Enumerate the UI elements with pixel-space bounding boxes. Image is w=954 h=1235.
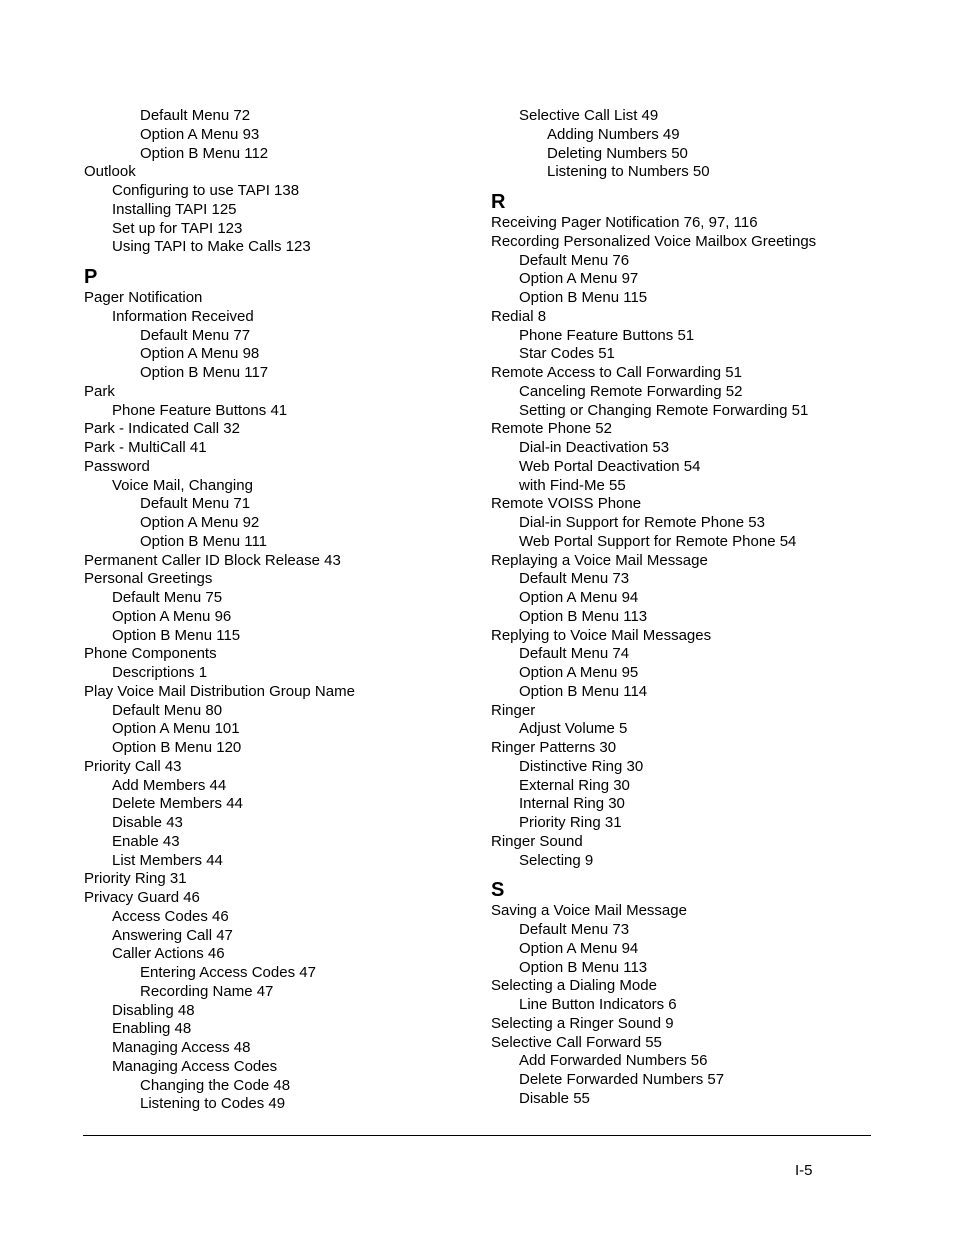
index-subentry: Default Menu 75 bbox=[112, 589, 223, 606]
index-subentry: Entering Access Codes 47 bbox=[140, 964, 316, 981]
index-entry: Permanent Caller ID Block Release 43 bbox=[84, 551, 341, 569]
index-entry: Park bbox=[84, 382, 115, 400]
index-entry: Ringer Sound bbox=[491, 832, 583, 850]
index-subentry: Option B Menu 120 bbox=[112, 739, 242, 756]
index-subentry: Priority Ring 31 bbox=[519, 814, 622, 831]
index-subentry: Star Codes 51 bbox=[519, 345, 615, 363]
index-subentry: with Find-Me 55 bbox=[519, 476, 626, 494]
index-subentry: Default Menu 72 bbox=[140, 107, 251, 124]
index-subentry: Add Members 44 bbox=[112, 776, 227, 794]
index-subentry: Option A Menu 98 bbox=[140, 345, 260, 363]
index-subentry: Default Menu 77 bbox=[140, 326, 251, 344]
index-subentry: Answering Call 47 bbox=[112, 926, 233, 944]
section-letter: R bbox=[491, 191, 506, 213]
index-subentry: Disabling 48 bbox=[112, 1001, 195, 1019]
index-entry: Pager Notification bbox=[84, 289, 203, 306]
index-entry: Recording Personalized Voice Mailbox Greetings bbox=[491, 232, 817, 250]
index-subentry: Enabling 48 bbox=[112, 1020, 192, 1038]
index-subentry: Canceling Remote Forwarding 52 bbox=[519, 382, 743, 400]
index-subentry: Changing the Code 48 bbox=[140, 1076, 291, 1094]
index-subentry: Default Menu 74 bbox=[519, 645, 630, 663]
index-subentry: Option A Menu 94 bbox=[519, 939, 639, 957]
index-entry: Park - Indicated Call 32 bbox=[84, 420, 240, 438]
index-entry: Remote VOISS Phone bbox=[491, 495, 642, 513]
index-entry: Remote Phone 52 bbox=[491, 420, 612, 438]
section-letter: S bbox=[491, 879, 505, 902]
index-subentry: Phone Feature Buttons 51 bbox=[519, 326, 695, 344]
index-subentry: Option A Menu 95 bbox=[519, 664, 639, 681]
index-subentry: Line Button Indicators 6 bbox=[519, 996, 677, 1013]
index-subentry: Adding Numbers 49 bbox=[547, 125, 680, 143]
index-subentry: Default Menu 80 bbox=[112, 701, 223, 719]
index-subentry: Option B Menu 115 bbox=[519, 289, 648, 306]
index-subentry: Set up for TAPI 123 bbox=[112, 219, 243, 237]
index-subentry: Selective Call List 49 bbox=[519, 107, 659, 124]
index-subentry: Dial-in Deactivation 53 bbox=[519, 439, 670, 456]
index-subentry: Web Portal Support for Remote Phone 54 bbox=[519, 532, 797, 550]
index-entry: Receiving Pager Notification 76, 97, 116 bbox=[491, 214, 758, 231]
index-subentry: Listening to Codes 49 bbox=[140, 1095, 286, 1113]
index-subentry: Caller Actions 46 bbox=[112, 945, 225, 963]
index-subentry: Using TAPI to Make Calls 123 bbox=[112, 238, 311, 256]
index-subentry: Option A Menu 97 bbox=[519, 270, 639, 288]
index-subentry: Managing Access 48 bbox=[112, 1039, 251, 1056]
index-subentry: Voice Mail, Changing bbox=[112, 476, 253, 494]
index-subentry: Managing Access Codes bbox=[112, 1057, 278, 1075]
index-subentry: Disable 55 bbox=[519, 1089, 590, 1107]
index-subentry: Option A Menu 101 bbox=[112, 720, 240, 738]
index-subentry: Internal Ring 30 bbox=[519, 795, 625, 813]
index-entry: Phone Components bbox=[84, 645, 217, 663]
index-subentry: Option B Menu 113 bbox=[519, 958, 648, 976]
index-subentry: Delete Members 44 bbox=[112, 795, 243, 813]
section-letter: P bbox=[84, 266, 98, 288]
index-entry: Priority Call 43 bbox=[84, 757, 182, 775]
index-entry: Replaying a Voice Mail Message bbox=[491, 551, 708, 569]
index-subentry: Option B Menu 111 bbox=[140, 532, 268, 550]
index-subentry: Deleting Numbers 50 bbox=[547, 144, 688, 162]
index-subentry: Disable 43 bbox=[112, 814, 183, 831]
index-column-right bbox=[491, 107, 911, 1109]
index-subentry: Adjust Volume 5 bbox=[519, 720, 628, 738]
index-subentry: Distinctive Ring 30 bbox=[519, 757, 644, 775]
index-subentry: Listening to Numbers 50 bbox=[547, 163, 710, 181]
index-subentry: Descriptions 1 bbox=[112, 664, 208, 681]
page-number: I-5 bbox=[795, 1162, 813, 1179]
index-subentry: Information Received bbox=[112, 307, 254, 325]
index-entry: Personal Greetings bbox=[84, 570, 213, 588]
index-entry: Outlook bbox=[84, 163, 136, 181]
index-subentry: Option B Menu 117 bbox=[140, 364, 269, 381]
index-subentry: Default Menu 71 bbox=[140, 495, 251, 513]
index-subentry: Add Forwarded Numbers 56 bbox=[519, 1052, 708, 1070]
index-subentry: Delete Forwarded Numbers 57 bbox=[519, 1071, 725, 1088]
index-entry: Ringer Patterns 30 bbox=[491, 739, 617, 756]
index-subentry: List Members 44 bbox=[112, 851, 223, 869]
index-entry: Remote Access to Call Forwarding 51 bbox=[491, 364, 742, 381]
index-subentry: Default Menu 73 bbox=[519, 921, 630, 938]
index-entry: Play Voice Mail Distribution Group Name bbox=[84, 682, 355, 700]
index-subentry: Option A Menu 93 bbox=[140, 125, 260, 143]
index-subentry: Setting or Changing Remote Forwarding 51 bbox=[519, 401, 809, 419]
index-subentry: Configuring to use TAPI 138 bbox=[112, 182, 300, 199]
index-subentry: Option A Menu 92 bbox=[140, 514, 260, 531]
index-subentry: Option A Menu 94 bbox=[519, 589, 639, 606]
index-subentry: Phone Feature Buttons 41 bbox=[112, 401, 288, 419]
index-entry: Park - MultiCall 41 bbox=[84, 439, 207, 456]
index-subentry: Installing TAPI 125 bbox=[112, 200, 237, 218]
index-subentry: Access Codes 46 bbox=[112, 907, 229, 925]
index-subentry: Option B Menu 112 bbox=[140, 144, 269, 162]
index-subentry: Recording Name 47 bbox=[140, 982, 274, 1000]
index-subentry: Option B Menu 113 bbox=[519, 607, 648, 625]
index-entry: Priority Ring 31 bbox=[84, 870, 187, 888]
index-subentry: Dial-in Support for Remote Phone 53 bbox=[519, 514, 765, 531]
index-subentry: Enable 43 bbox=[112, 832, 180, 850]
index-entry: Password bbox=[84, 457, 150, 475]
index-entry: Selective Call Forward 55 bbox=[491, 1033, 662, 1051]
index-entry: Redial 8 bbox=[491, 307, 547, 325]
index-subentry: Web Portal Deactivation 54 bbox=[519, 457, 701, 475]
footer-divider bbox=[83, 1135, 871, 1136]
index-entry: Selecting a Ringer Sound 9 bbox=[491, 1014, 674, 1032]
index-subentry: Option B Menu 115 bbox=[112, 626, 241, 644]
index-subentry: External Ring 30 bbox=[519, 776, 630, 794]
index-subentry: Option B Menu 114 bbox=[519, 682, 648, 700]
index-subentry: Option A Menu 96 bbox=[112, 607, 232, 625]
index-entry: Saving a Voice Mail Message bbox=[491, 902, 687, 920]
index-subentry: Selecting 9 bbox=[519, 851, 594, 869]
index-subentry: Default Menu 73 bbox=[519, 570, 630, 588]
index-column-left bbox=[84, 107, 484, 1114]
index-entry: Ringer bbox=[491, 701, 536, 719]
index-entry: Privacy Guard 46 bbox=[84, 889, 200, 906]
index-entry: Replying to Voice Mail Messages bbox=[491, 626, 712, 644]
index-subentry: Default Menu 76 bbox=[519, 251, 630, 269]
index-entry: Selecting a Dialing Mode bbox=[491, 977, 657, 995]
